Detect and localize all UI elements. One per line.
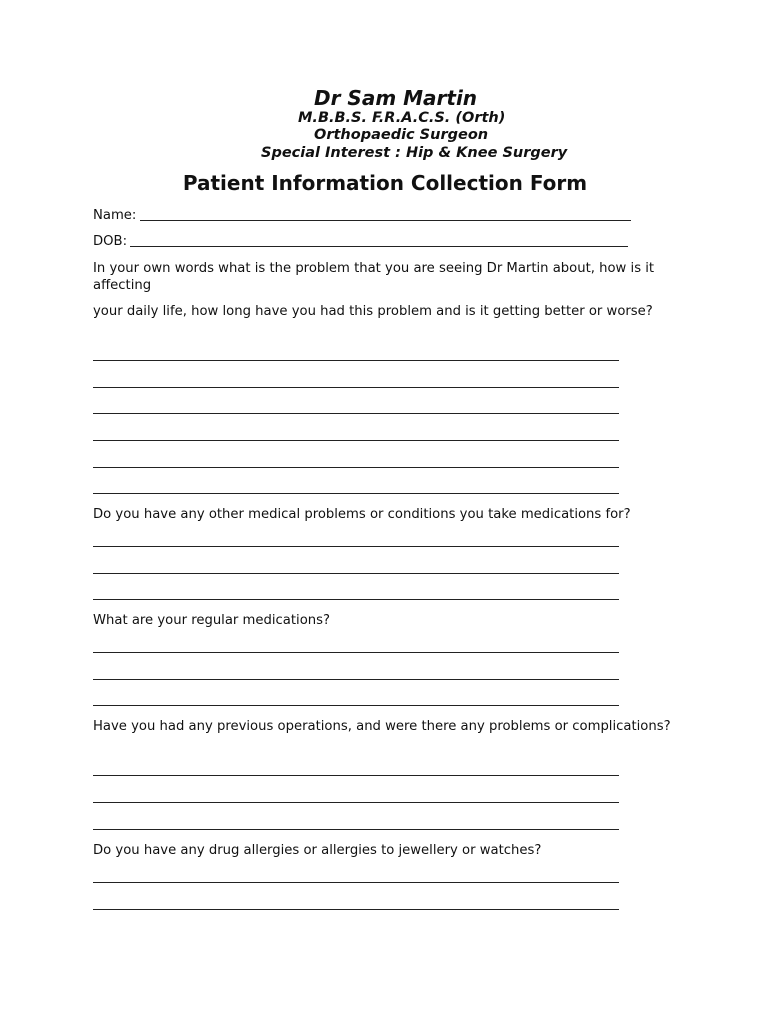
question-allergies: Do you have any drug allergies or allergies to jewellery or watches? — [93, 843, 542, 858]
answer-line-problem-3[interactable] — [93, 413, 619, 414]
answer-line-medications-3[interactable] — [93, 705, 619, 706]
answer-line-medical-2[interactable] — [93, 573, 619, 574]
doctor-specialty: Orthopaedic Surgeon — [314, 127, 489, 143]
question-problem-part2: your daily life, how long have you had this problem and is it getting better or worse? — [93, 304, 653, 319]
name-field[interactable] — [140, 220, 631, 221]
form-title: Patient Information Collection Form — [182, 171, 588, 195]
doctor-qualifications: M.B.B.S. F.R.A.C.S. (Orth) — [298, 110, 506, 126]
answer-line-operations-2[interactable] — [93, 802, 619, 803]
answer-line-operations-3[interactable] — [93, 829, 619, 830]
answer-line-problem-1[interactable] — [93, 360, 619, 361]
dob-field[interactable] — [130, 246, 628, 247]
doctor-special-interest: Special Interest : Hip & Knee Surgery — [261, 145, 568, 161]
question-operations: Have you had any previous operations, and were there any problems or complications? — [93, 719, 671, 734]
doctor-name: Dr Sam Martin — [314, 86, 478, 110]
answer-line-problem-4[interactable] — [93, 440, 619, 441]
question-medical-problems: Do you have any other medical problems or conditions you take medications for? — [93, 507, 631, 522]
answer-line-medical-1[interactable] — [93, 546, 619, 547]
dob-label: DOB: — [93, 234, 128, 249]
answer-line-allergies-1[interactable] — [93, 882, 619, 883]
question-medications: What are your regular medications? — [93, 613, 330, 628]
answer-line-medications-1[interactable] — [93, 652, 619, 653]
answer-line-problem-2[interactable] — [93, 387, 619, 388]
answer-line-problem-5[interactable] — [93, 467, 619, 468]
question-problem-part1: In your own words what is the problem that you are seeing Dr Martin about, how is it affecting — [93, 261, 655, 293]
answer-line-medical-3[interactable] — [93, 599, 619, 600]
answer-line-allergies-2[interactable] — [93, 909, 619, 910]
answer-line-problem-6[interactable] — [93, 493, 619, 494]
answer-line-medications-2[interactable] — [93, 679, 619, 680]
name-label: Name: — [93, 208, 137, 223]
answer-line-operations-1[interactable] — [93, 775, 619, 776]
